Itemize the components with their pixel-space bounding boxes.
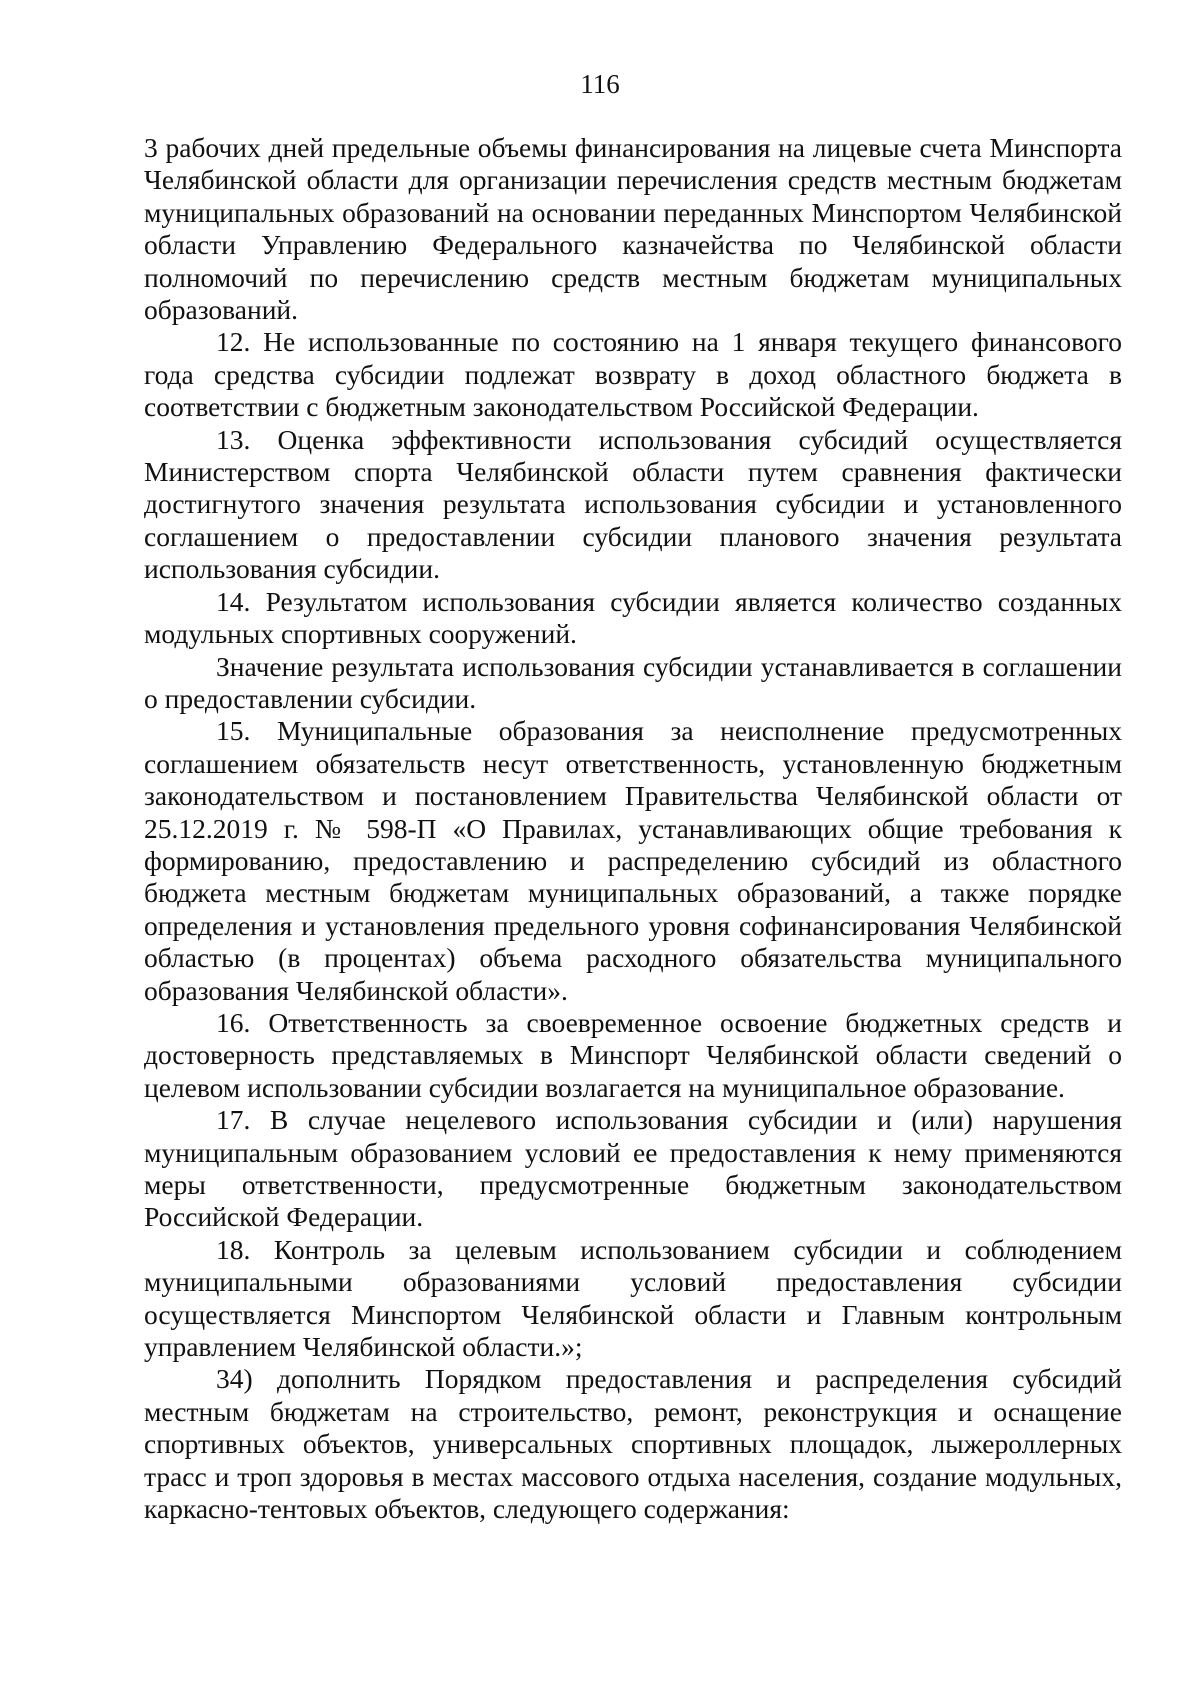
paragraph: 14. Результатом использования субсидии является количество созданных модульных спортивных сооружений. [144, 585, 1122, 650]
paragraph: 18. Контроль за целевым использованием субсидии и соблюдением муниципальными образованиями условий предоставления субсидии осуществляется Минспортом Челябинской области и Главным контрольным управлением Челябинской области.»; [144, 1233, 1122, 1363]
paragraph: 17. В случае нецелевого использования субсидии и (или) нарушения муниципальным образованием условий ее предоставления к нему применяются меры ответственности, предусмотренные бюджетным законодательством Российской Федерации. [144, 1104, 1122, 1233]
paragraph: 12. Не использованные по состоянию на 1 января текущего финансового года средства субсидии подлежат возврату в доход областного бюджета в соответствии с бюджетным законодательством Российской Федерации. [144, 326, 1122, 423]
paragraph: 13. Оценка эффективности использования субсидий осуществляется Министерством спорта Челябинской области путем сравнения фактически достигнутого значения результата использования субсидии и установленного соглашением о предоставлении субсидии планового значения результата использования субсидии. [144, 423, 1122, 585]
page-number: 116 [580, 69, 620, 99]
paragraph: Значение результата использования субсидии устанавливается в соглашении о предоставлении субсидии. [144, 650, 1122, 714]
document-body [144, 132, 1122, 1525]
paragraph: 16. Ответственность за своевременное освоение бюджетных средств и достоверность представляемых в Минспорт Челябинской области сведений о целевом использовании субсидии возлагается на муниципальное образование. [144, 1006, 1122, 1103]
paragraph: 34) дополнить Порядком предоставления и распределения субсидий местным бюджетам на строительство, ремонт, реконструкция и оснащение спортивных объектов, универсальных спортивных площадок, лыжероллерных трасс и троп здоровья в местах массового отдыха населения, создание модульных, каркасно-тентовых объектов, следующего содержания: [144, 1363, 1122, 1525]
paragraph: 3 рабочих дней предельные объемы финансирования на лицевые счета Минспорта Челябинской области для организации перечисления средств местным бюджетам муниципальных образований на основании переданных Минспортом Челябинской области Управлению Федерального казначейства по Челябинской области полномочий по перечислению средств местным бюджетам муниципальных образований. [144, 132, 1122, 326]
paragraph: 15. Муниципальные образования за неисполнение предусмотренных соглашением обязательств несут ответственность, установленную бюджетным законодательством и постановлением Правительства Челябинской области от 25.12.2019 г. № 598-П «О Правилах, устанавливающих общие требования к формированию, предоставлению и распределению субсидий из областного бюджета местным бюджетам муниципальных образований, а также порядке определения и установления предельного уровня софинансирования Челябинской областью (в процентах) объема расходного обязательства муниципального образования Челябинской области». [144, 715, 1122, 1006]
